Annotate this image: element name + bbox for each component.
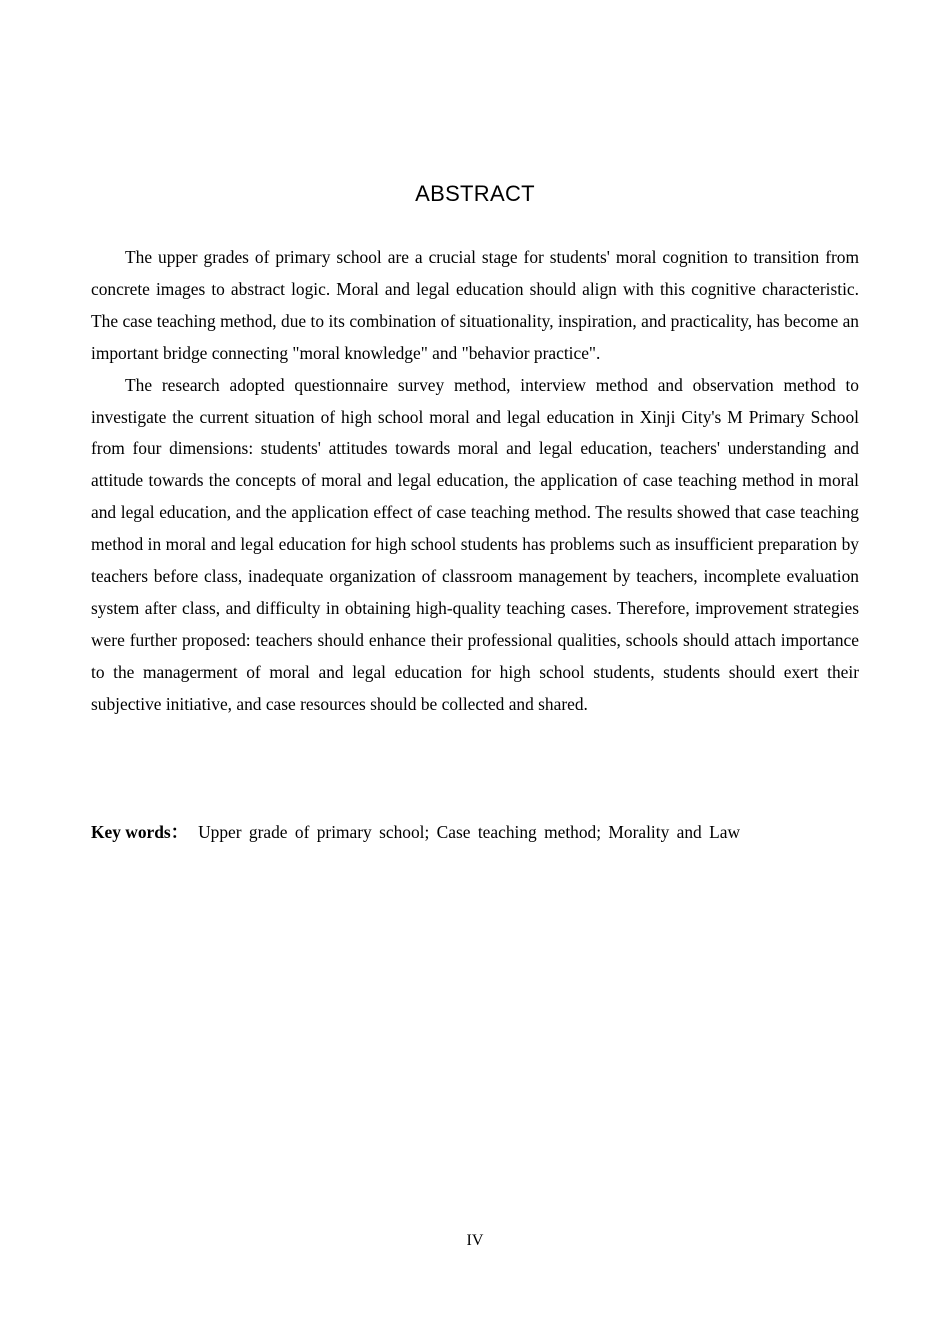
keywords-label: Key words： — [91, 822, 189, 842]
keywords-line — [91, 817, 859, 849]
page-number: IV — [466, 1232, 484, 1249]
keywords-text: Upper grade of primary school; Case teaching method; Morality and Law — [198, 822, 740, 842]
abstract-paragraph-1: The upper grades of primary school are a crucial stage for students' moral cognition to transition from concrete images to abstract logic. Moral and legal education should align with this cognitive characteristic. The case teaching method, due to its combination of situationality, inspiration, and practicality, has become an important bridge connecting "moral knowledge" and "behavior practice". — [91, 247, 859, 363]
abstract-paragraph-2: The research adopted questionnaire survey method, interview method and observation method to investigate the current situation of high school moral and legal education in Xinji City's M Primary School from four dimensions: students' attitudes towards moral and legal education, teachers' understanding and attitude towards the concepts of moral and legal education, the application of case teaching method in moral and legal education, and the application effect of case teaching method. The results showed that case teaching method in moral and legal education for high school students has problems such as insufficient preparation by teachers before class, inadequate organization of classroom management by teachers, incomplete evaluation system after class, and difficulty in obtaining high-quality teaching cases. Therefore, improvement strategies were further proposed: teachers should enhance their professional qualities, schools should attach importance to the managerment of moral and legal education for high school students, students should exert their subjective initiative, and case resources should be collected and shared. — [91, 374, 859, 714]
abstract-body — [91, 242, 859, 721]
abstract-title: ABSTRACT — [415, 181, 535, 206]
